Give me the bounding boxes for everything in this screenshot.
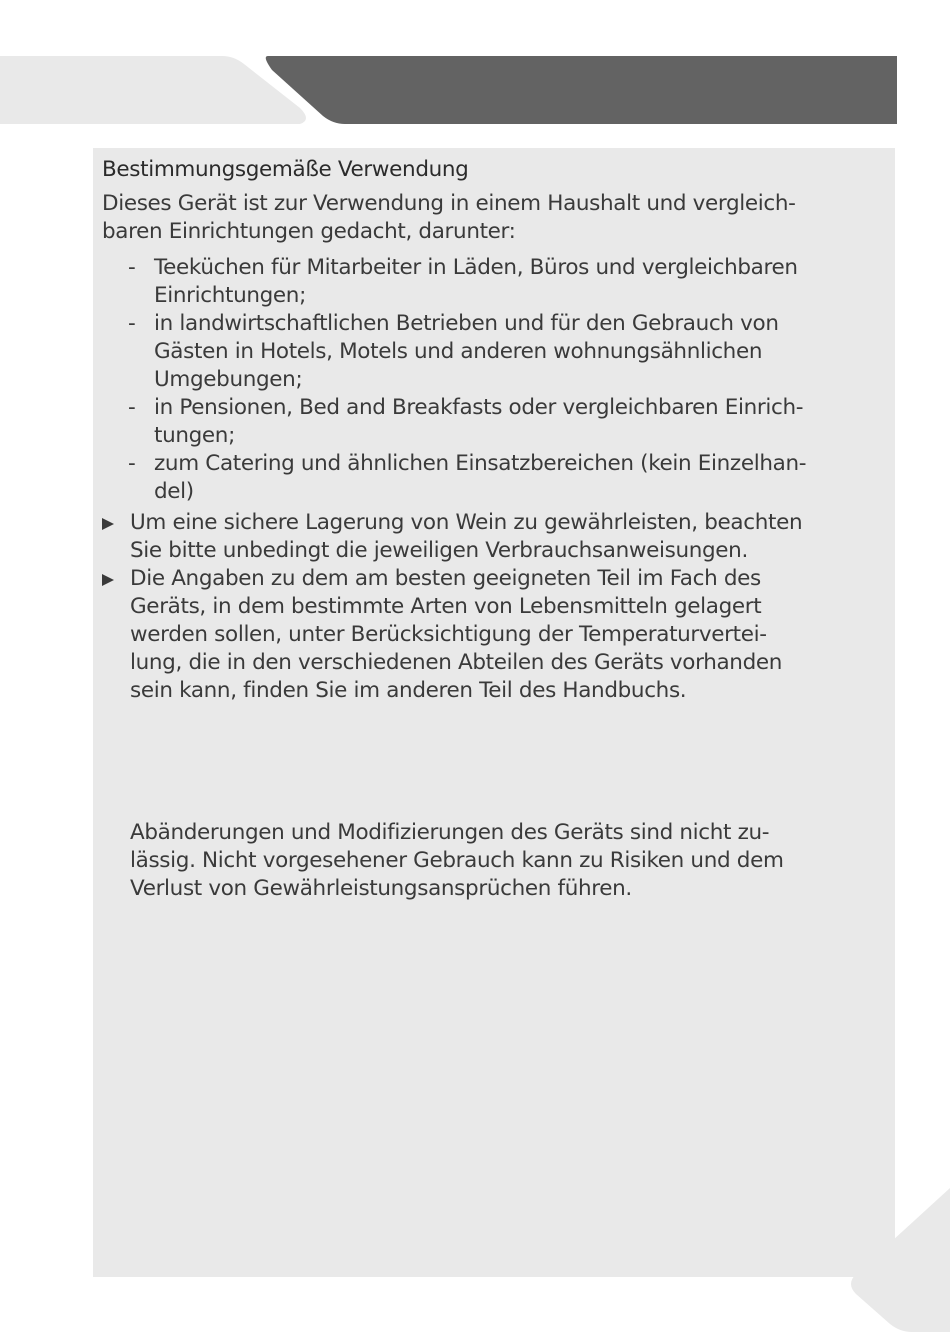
list-item-line: Die Angaben zu dem am besten geeigneten Teil im Fach des [130,566,761,591]
list-item [128,450,888,506]
note-line: Abänderungen und Modifizierungen des Geräts sind nicht zu- [130,820,770,845]
list-item [100,565,890,705]
section-heading: Bestimmungsgemäße Verwendung [102,157,469,182]
list-item-line: in landwirtschaftlichen Betrieben und für den Gebrauch von [154,311,779,336]
list-item-line: Sie bitte unbedingt die jeweiligen Verbrauchsanweisungen. [130,538,748,563]
list-item-line: Umgebungen; [154,367,303,392]
note-line: Verlust von Gewährleistungsansprüchen führen. [130,876,632,901]
list-item-line: in Pensionen, Bed and Breakfasts oder vergleichbaren Einrich- [154,395,804,420]
dash-marker: - [128,395,136,420]
dash-marker: - [128,311,136,336]
list-item [128,394,888,450]
list-item-line: Um eine sichere Lagerung von Wein zu gewährleisten, beachten [130,510,803,535]
list-item-line: tungen; [154,423,235,448]
list-item-line: lung, die in den verschiedenen Abteilen des Geräts vorhanden [130,650,783,675]
dash-marker: - [128,451,136,476]
list-item-line: Gästen in Hotels, Motels und anderen wohnungsähnlichen [154,339,763,364]
triangle-bullet-icon [102,518,114,530]
intro-line: baren Einrichtungen gedacht, darunter: [102,219,516,244]
list-item-line: del) [154,479,194,504]
usage-list [128,254,888,506]
list-item [128,254,888,310]
list-item-line: zum Catering und ähnlichen Einsatzbereichen (kein Einzelhan- [154,451,807,476]
intro-paragraph [102,190,796,246]
intro-line: Dieses Gerät ist zur Verwendung in einem Haushalt und vergleich- [102,191,796,216]
modification-note [130,819,784,903]
list-item-line: Teeküchen für Mitarbeiter in Läden, Büros und vergleichbaren [154,255,798,280]
header-bar-dark [266,56,897,124]
dash-marker: - [128,255,136,280]
header-tab-light [0,56,306,124]
list-item-line: werden sollen, unter Berücksichtigung der Temperaturvertei- [130,622,767,647]
list-item-line: sein kann, finden Sie im anderen Teil des Handbuchs. [130,678,687,703]
notes-list [100,509,890,705]
note-line: lässig. Nicht vorgesehener Gebrauch kann zu Risiken und dem [130,848,784,873]
list-item-line: Geräts, in dem bestimmte Arten von Lebensmitteln gelagert [130,594,762,619]
list-item-line: Einrichtungen; [154,283,306,308]
list-item [128,310,888,394]
list-item [100,509,890,565]
triangle-bullet-icon [102,574,114,586]
